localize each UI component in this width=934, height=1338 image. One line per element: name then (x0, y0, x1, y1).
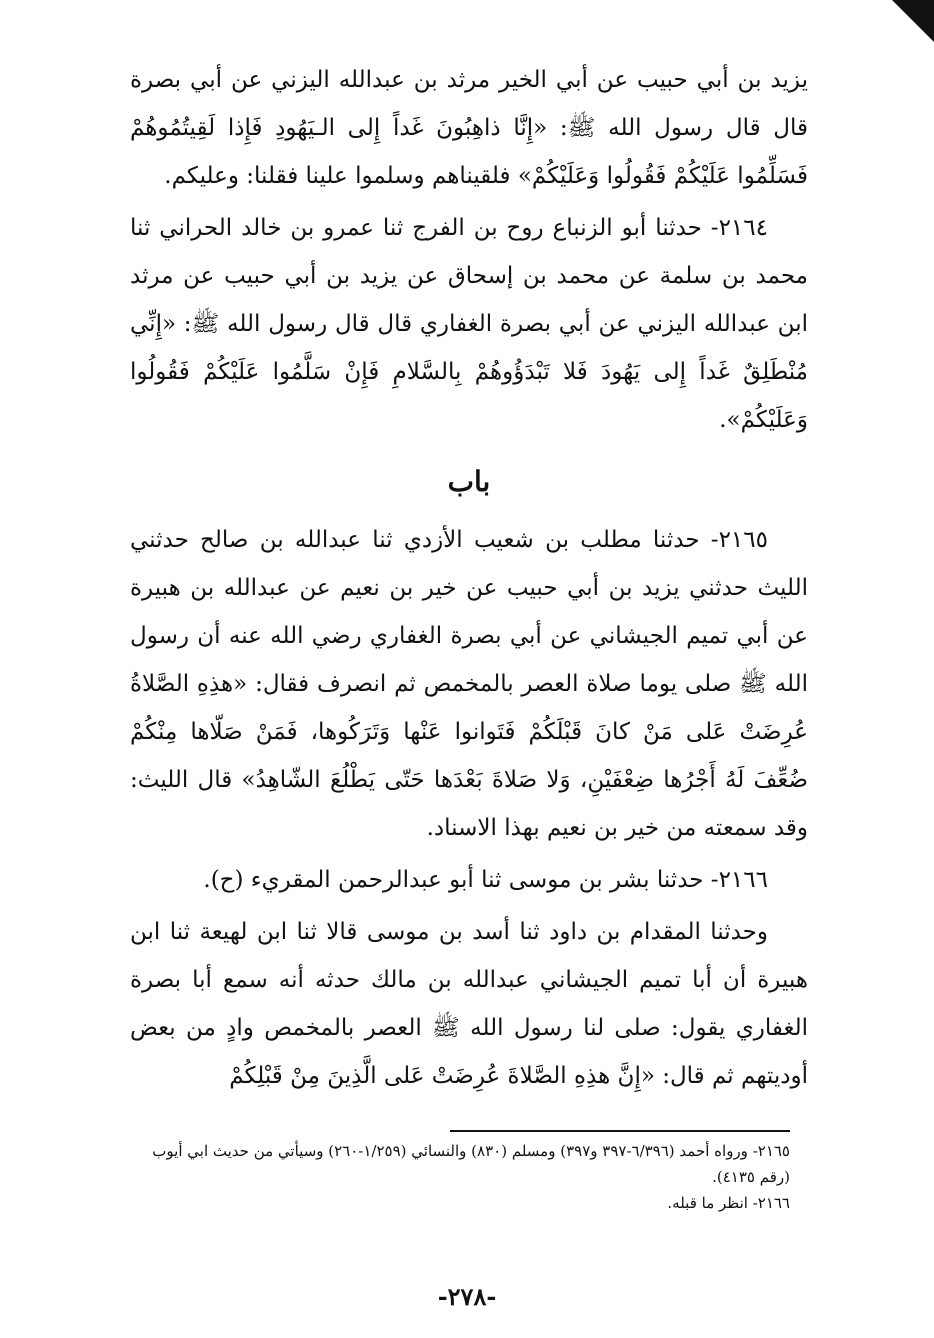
footnote-2165: ٢١٦٥- ورواه أحمد (٦/٣٩٦-٣٩٧ و٣٩٧) ومسلم (٨٣٠) والنسائي (١/٢٥٩-٢٦٠) وسيأتي من حديث ابي أيوب (رقم ٤١٣٥). (152, 1142, 790, 1186)
page-corner-mark (892, 0, 934, 42)
chapter-title: باب (447, 465, 491, 498)
paragraph-continuation: يزيد بن أبي حبيب عن أبي الخير مرثد بن عبدالله اليزني عن أبي بصرة قال قال رسول الله ﷺ: «إِنَّا ذاهِبُونَ غَداً إِلى الـيَهُودِ فَإِذا لَقِيتُمُوهُمْ فَسَلِّمُوا عَلَيْكُمْ فَقُولُوا وَعَلَيْكُمْ» فلقيناهم وسلموا علينا فقلنا: وعليكم. (130, 67, 808, 189)
paragraph-hadith-2165: ٢١٦٥- حدثنا مطلب بن شعيب الأزدي ثنا عبدالله بن صالح حدثني الليث حدثني يزيد بن أبي حبيب عن خير بن نعيم عن عبدالله بن هبيرة عن أبي تميم الجيشاني عن أبي بصرة الغفاري رضي الله عنه أن رسول الله ﷺ صلى يوما صلاة العصر بالمخمص ثم انصرف فقال: «هذِهِ الصَّلاةُ عُرِضَتْ عَلى مَنْ كانَ قَبْلَكُمْ فَتَوانوا عَنْها وَتَرَكُوها، فَمَنْ صَلّاها مِنْكُمْ ضُعِّفَ لَهُ أَجْرُها ضِعْفَيْنِ، وَلا صَلاةَ بَعْدَها حَتّى يَطْلُعَ الشّاهِدُ» قال الليث: وقد سمعته من خير بن نعيم بهذا الاسناد. (130, 527, 808, 841)
footnotes (130, 1138, 790, 1216)
page-body (130, 56, 808, 1100)
paragraph-hadith-2164: ٢١٦٤- حدثنا أبو الزنباع روح بن الفرج ثنا عمرو بن خالد الحراني ثنا محمد بن سلمة عن محمد بن إسحاق عن يزيد بن أبي حبيب عن مرثد ابن عبدالله اليزني عن أبي بصرة الغفاري قال قال رسول الله ﷺ: «إِنِّي مُنْطَلِقٌ غَداً إِلى يَهُودَ فَلا تَبْدَؤُوهُمْ بِالسَّلامِ فَإِنْ سَلَّمُوا عَلَيْكُمْ فَقُولُوا وَعَلَيْكُمْ». (130, 215, 808, 433)
footnote-2166: ٢١٦٦- انظر ما قبله. (667, 1194, 790, 1212)
page-number: -٢٧٨- (437, 1282, 497, 1311)
paragraph-hadith-2166-continuation: وحدثنا المقدام بن داود ثنا أسد بن موسى قالا ثنا ابن لهيعة ثنا ابن هبيرة أن أبا تميم الجيشاني عبدالله بن مالك حدثه أنه سمع أبا بصرة الغفاري يقول: صلى لنا رسول الله ﷺ العصر بالمخمص وادٍ من بعض أوديتهم ثم قال: «إِنَّ هذِهِ الصَّلاةَ عُرِضَتْ عَلى الَّذِينَ مِنْ قَبْلِكُمْ (130, 919, 808, 1089)
footnote-divider (450, 1130, 790, 1132)
paragraph-hadith-2166: ٢١٦٦- حدثنا بشر بن موسى ثنا أبو عبدالرحمن المقريء (ح). (203, 867, 768, 893)
